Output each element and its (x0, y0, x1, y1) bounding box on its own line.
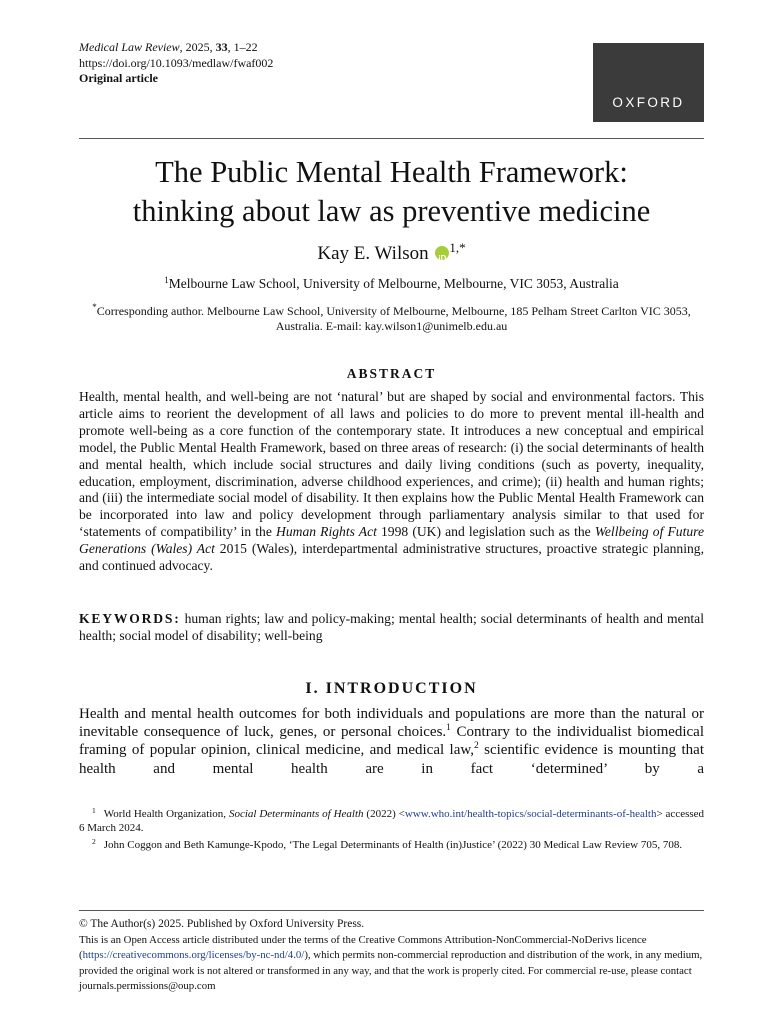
citation-volume: 33 (215, 40, 228, 54)
abstract-text (79, 389, 704, 575)
author-line (79, 236, 704, 266)
intro-part-b: Contrary to the individualist biomedical framing of popular opinion, clinical medicine, and medical law, (79, 724, 704, 759)
article-metadata (79, 40, 273, 87)
intro-part-c: scientific evidence is mounting that health and mental health are in fact ‘determined’ by a (79, 742, 704, 777)
author-name[interactable]: Kay E. Wilson (317, 243, 429, 264)
license-text (79, 933, 709, 995)
title-line-1: The Public Mental Health Framework: (155, 155, 628, 189)
abstract-italic-b: Wellbeing of Future Generations (Wales) Act (79, 524, 704, 557)
abstract-italic-a: Human Rights Act (276, 524, 377, 540)
introduction-heading: I. INTRODUCTION (305, 680, 478, 697)
footnote-1 (79, 804, 704, 835)
footnote-1-text: World Health Organization, (103, 808, 229, 820)
footnote-1-italic: Social Determinants of Health (228, 808, 364, 820)
keywords-text: human rights; law and policy-making; mental health; social determinants of health and mental health; social model of disability; well-being (79, 611, 704, 643)
title-line-2: thinking about law as preventive medicine (132, 194, 651, 228)
affiliation-mark: 1 (164, 275, 169, 285)
citation-pages: , 1–22 (227, 40, 258, 54)
license-divider (79, 910, 704, 911)
copyright-line: © The Author(s) 2025. Published by Oxford University Press. (79, 918, 365, 930)
license-part-b: ), which permits non-commercial reproduction and distribution of the work, in any medium, provided the original work is not altered or transformed in any way, and that the work is properly cited. For commercial re-use, please contact journals.permissions@oup.com (79, 949, 703, 992)
logo-text: OXFORD (612, 95, 685, 110)
introduction-text (79, 705, 704, 778)
footnotes (79, 804, 704, 853)
license-link[interactable]: https://creativecommons.org/licenses/by-nc-nd/4.0/ (82, 949, 305, 961)
intro-part-a: Health and mental health outcomes for both individuals and populations are more than the natural or inevitable consequence of luck, genes, or personal choices. (79, 706, 704, 741)
citation-line (79, 40, 273, 56)
article-type: Original article (79, 71, 158, 85)
abstract-heading: ABSTRACT (346, 366, 437, 381)
footnote-2-text: John Coggon and Beth Kamunge-Kpodo, ‘The Legal Determinants of Health (in)Justice’ (2022) 30 Medical Law Review 705, 708. (103, 839, 683, 851)
corresponding-mark: * (92, 302, 97, 312)
license-block (79, 917, 709, 995)
citation-year: , 2025, (179, 40, 216, 54)
keywords (79, 611, 704, 645)
footnote-1-tail: > accessed 6 March 2024. (79, 808, 705, 834)
abstract-part-a: Health, mental health, and well-being are not ‘natural’ but are shaped by social and environmental factors. This article aims to reorient the development of all laws and policies to do more to prevent mental ill-health and promote well-being as a core function of the contemporary state. It introduces a new conceptual and empirical model, the Public Mental Health Framework, based on three areas of research: (i) the social determinants of health and mental health, which include social structures and daily living conditions (such as poverty, inequality, education, employment, discrimination, adverse childhood experiences, and crime); (ii) health and human rights; and (iii) the intermediate social model of disability. It then explains how the Public Mental Health Framework can be incorporated into law and policy development through parliamentary analysis similar to that used for ‘statements of compatibility’ in the (79, 389, 704, 540)
abstract-part-b: 1998 (UK) and legislation such as the (376, 524, 595, 540)
oxford-logo (593, 43, 704, 122)
footnote-ref-2[interactable]: 2 (473, 741, 479, 752)
header-divider (79, 138, 704, 139)
footnote-ref-1[interactable]: 1 (446, 723, 451, 734)
footnote-2-mark: 2 (92, 837, 96, 846)
footnote-1-year: (2022) < (363, 808, 405, 820)
footnote-2 (79, 835, 704, 853)
doi-link[interactable]: https://doi.org/10.1093/medlaw/fwaf002 (79, 55, 274, 70)
affiliation (79, 272, 704, 292)
corresponding-author (79, 300, 704, 334)
footnote-1-link[interactable]: www.who.int/health-topics/social-determinants-of-health (404, 808, 657, 820)
corresponding-text: Corresponding author. Melbourne Law School, University of Melbourne, Melbourne, 185 Pelham Street Carlton VIC 3053, Australia. E-mail: kay.wilson1@unimelb.edu.au (96, 304, 691, 333)
journal-name: Medical Law Review (79, 40, 180, 54)
orcid-icon[interactable] (435, 246, 449, 263)
affiliation-text: Melbourne Law School, University of Melbourne, Melbourne, VIC 3053, Australia (168, 276, 619, 291)
article-title (60, 153, 723, 231)
footnote-1-mark: 1 (92, 806, 96, 815)
abstract-part-c: 2015 (Wales), interdepartmental administrative structures, proactive strategic planning, and continued advocacy. (79, 541, 704, 574)
author-marks: 1,* (449, 240, 466, 255)
license-part-a: This is an Open Access article distributed under the terms of the Creative Commons Attribution-NonCommercial-NoDerivs licence ( (79, 933, 647, 961)
keywords-label: KEYWORDS: (79, 611, 181, 626)
orcid-label: iD (438, 254, 447, 263)
